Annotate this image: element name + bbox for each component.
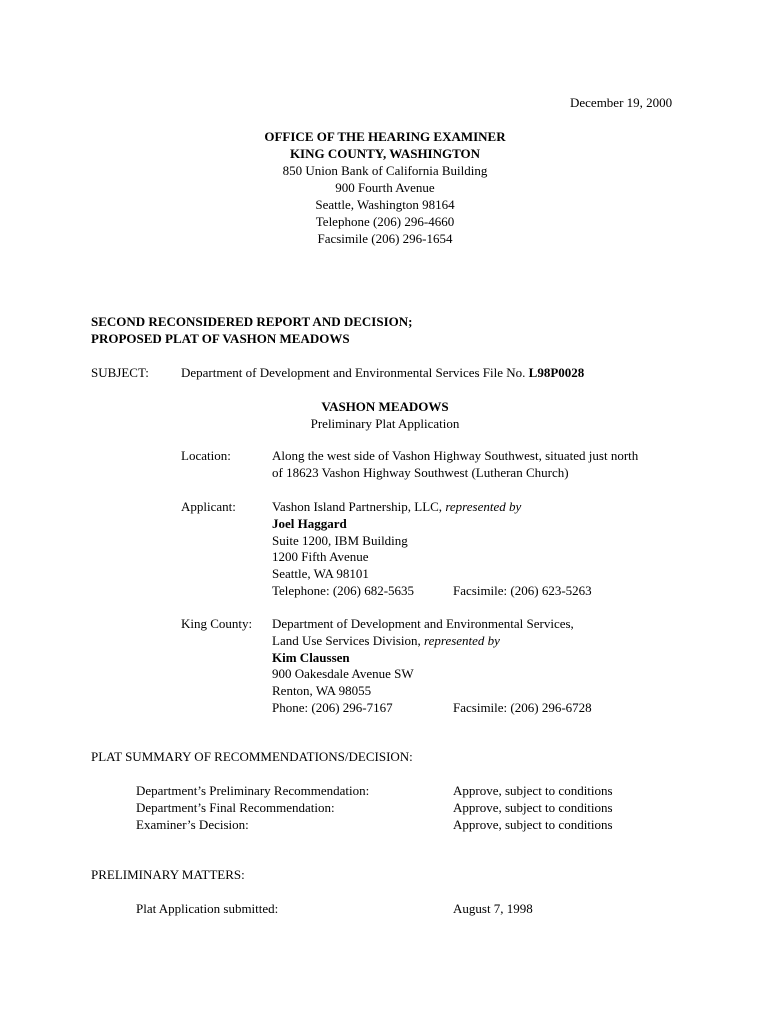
subject-file-no: L98P0028 bbox=[528, 365, 585, 380]
king-county-facsimile: Facsimile: (206) 296-6728 bbox=[453, 700, 592, 715]
office-street: 900 Fourth Avenue bbox=[335, 180, 435, 195]
king-county-addr1: 900 Oakesdale Avenue SW bbox=[272, 666, 414, 682]
office-city: Seattle, Washington 98164 bbox=[315, 197, 455, 212]
project-heading bbox=[0, 398, 770, 432]
applicant-rep-name: Joel Haggard bbox=[272, 515, 347, 531]
summary-label-final: Department’s Final Recommendation: bbox=[136, 799, 335, 815]
office-telephone: Telephone (206) 296-4660 bbox=[315, 214, 455, 229]
plat-summary-values bbox=[453, 782, 613, 832]
plat-summary-heading: PLAT SUMMARY OF RECOMMENDATIONS/DECISION: bbox=[91, 749, 413, 764]
applicant-addr2: 1200 Fifth Avenue bbox=[272, 549, 369, 565]
applicant-org-line bbox=[272, 498, 521, 515]
subject-description: Department of Development and Environmental Services File No. bbox=[181, 365, 526, 380]
summary-label-examiner: Examiner’s Decision: bbox=[136, 816, 249, 832]
plat-summary-labels bbox=[136, 782, 369, 832]
subject-text bbox=[181, 364, 584, 381]
summary-value-examiner: Approve, subject to conditions bbox=[453, 816, 613, 832]
office-facsimile: Facsimile (206) 296-1654 bbox=[317, 231, 453, 246]
king-county-represented-by: represented by bbox=[424, 632, 500, 648]
document-date: December 19, 2000 bbox=[570, 95, 673, 110]
king-county-label: King County: bbox=[181, 616, 253, 631]
location-line2: of 18623 Vashon Highway Southwest (Lutheran Church) bbox=[272, 464, 569, 480]
applicant-addr3: Seattle, WA 98101 bbox=[272, 566, 369, 582]
king-county-phone: Phone: (206) 296-7167 bbox=[272, 699, 393, 715]
king-county-rep-name: Kim Claussen bbox=[272, 649, 350, 665]
applicant-represented-by: represented by bbox=[445, 499, 522, 514]
summary-value-final: Approve, subject to conditions bbox=[453, 799, 613, 815]
applicant-addr1: Suite 1200, IBM Building bbox=[272, 532, 408, 548]
project-type: Preliminary Plat Application bbox=[310, 416, 460, 431]
king-county-line2: Land Use Services Division, bbox=[272, 632, 421, 648]
report-title-line1: SECOND RECONSIDERED REPORT AND DECISION; bbox=[91, 314, 413, 329]
applicant-telephone: Telephone: (206) 682-5635 bbox=[272, 582, 415, 598]
office-name: OFFICE OF THE HEARING EXAMINER bbox=[264, 129, 506, 144]
summary-label-preliminary: Department’s Preliminary Recommendation: bbox=[136, 783, 370, 798]
king-county-addr2: Renton, WA 98055 bbox=[272, 683, 372, 699]
applicant-facsimile: Facsimile: (206) 623-5263 bbox=[453, 583, 592, 598]
preliminary-matters-heading: PRELIMINARY MATTERS: bbox=[91, 867, 245, 882]
applicant-org: Vashon Island Partnership, LLC, bbox=[272, 499, 443, 514]
office-building: 850 Union Bank of California Building bbox=[282, 163, 488, 178]
applicant-label: Applicant: bbox=[181, 499, 236, 514]
office-county: KING COUNTY, WASHINGTON bbox=[289, 146, 481, 161]
location-line1: Along the west side of Vashon Highway Southwest, situated just north bbox=[272, 448, 639, 463]
king-county-line2-wrap bbox=[272, 632, 574, 649]
subject-label: SUBJECT: bbox=[91, 365, 149, 380]
prelim-value-application: August 7, 1998 bbox=[453, 901, 533, 916]
prelim-label-application: Plat Application submitted: bbox=[136, 901, 279, 916]
location-value bbox=[272, 447, 638, 481]
office-header bbox=[0, 128, 770, 247]
project-name: VASHON MEADOWS bbox=[321, 399, 449, 414]
location-label: Location: bbox=[181, 448, 231, 463]
king-county-line1: Department of Development and Environmental Services, bbox=[272, 616, 574, 631]
report-title-line2: PROPOSED PLAT OF VASHON MEADOWS bbox=[91, 331, 350, 346]
summary-value-preliminary: Approve, subject to conditions bbox=[453, 783, 613, 798]
